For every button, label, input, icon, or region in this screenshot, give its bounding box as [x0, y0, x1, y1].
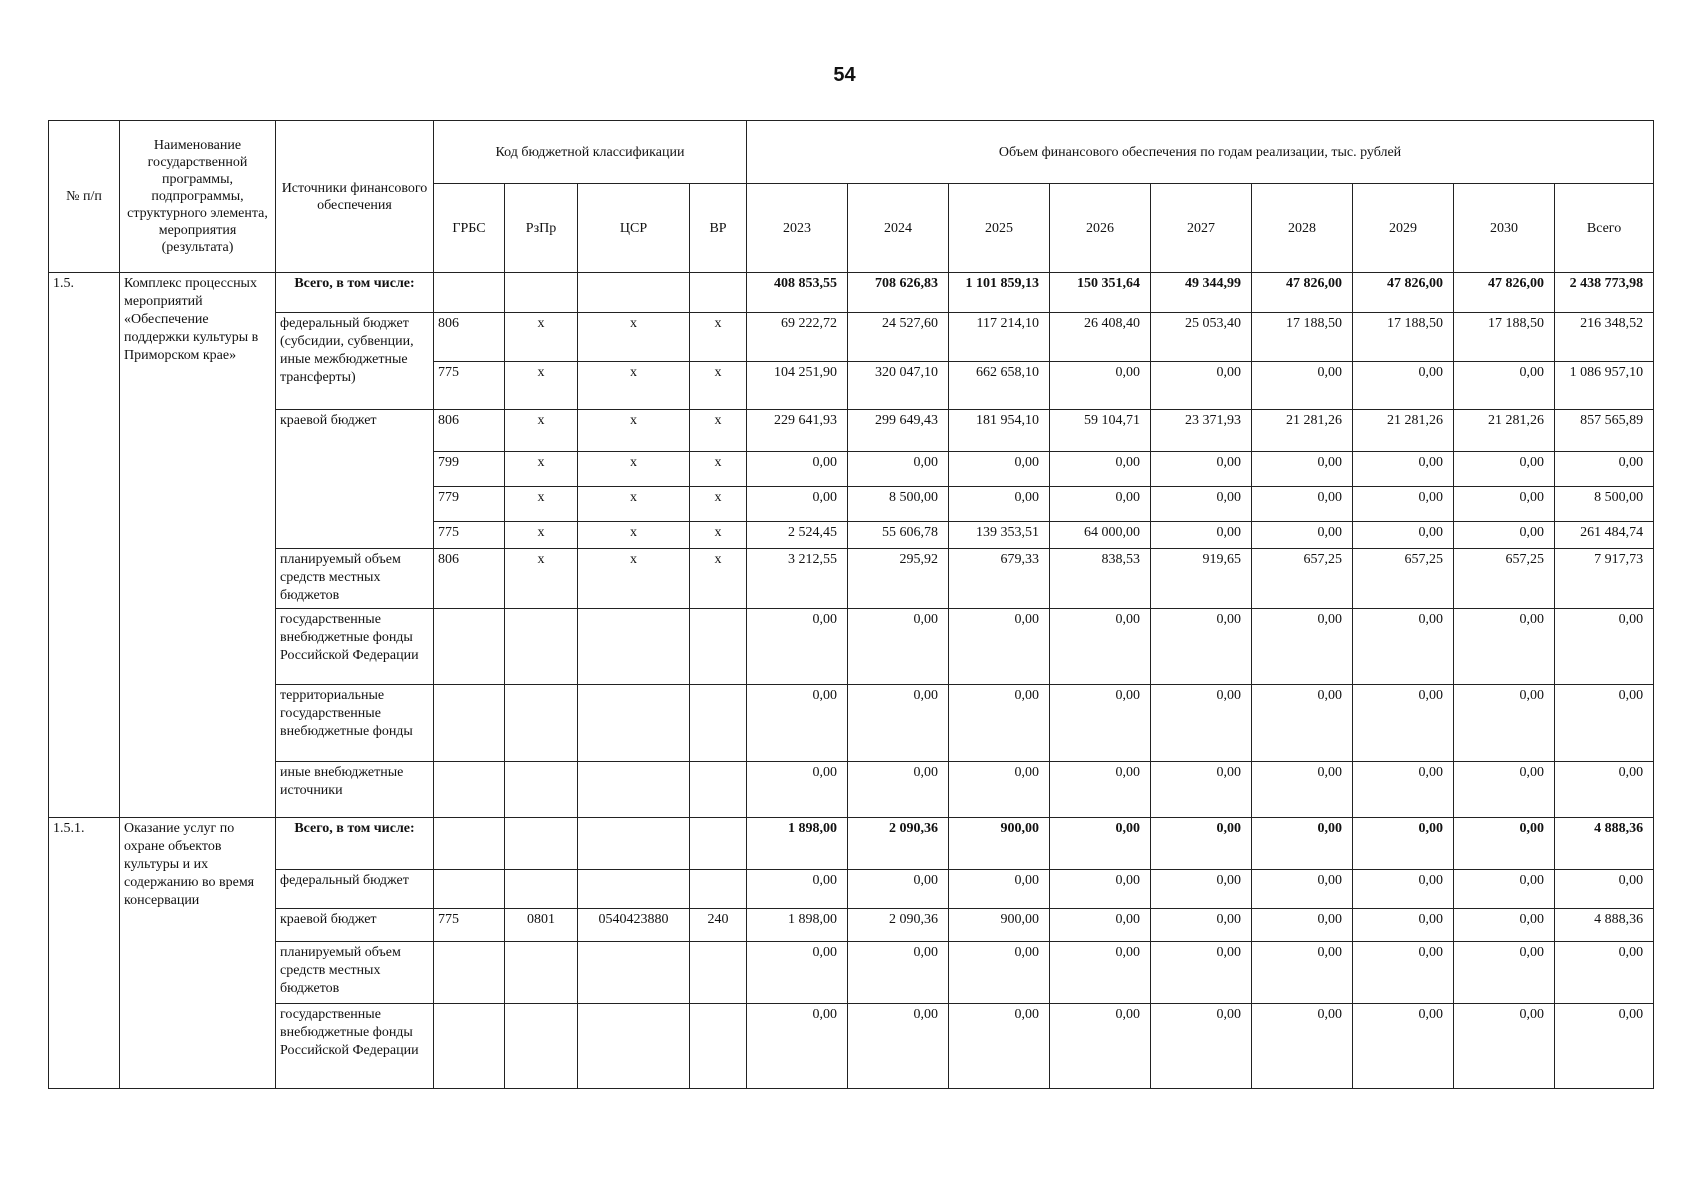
- value-year: 0,00: [1050, 486, 1151, 521]
- value-year: 0,00: [1252, 451, 1353, 486]
- code-vr: [690, 941, 747, 1004]
- value-year: 0,00: [1151, 522, 1252, 549]
- table-row: [49, 608, 1654, 685]
- value-total: 216 348,52: [1555, 313, 1654, 361]
- value-year: 0,00: [1353, 685, 1454, 762]
- value-year: 0,00: [1353, 608, 1454, 685]
- value-year: 0,00: [1454, 685, 1555, 762]
- code-grbs: 806: [434, 313, 505, 361]
- code-csr: [578, 762, 690, 817]
- table-row: [49, 909, 1654, 941]
- code-rzpr: x: [505, 361, 578, 409]
- value-year: 320 047,10: [848, 361, 949, 409]
- value-year: 139 353,51: [949, 522, 1050, 549]
- value-year: 0,00: [1050, 1004, 1151, 1089]
- item-name: Комплекс процессных мероприятий «Обеспечение поддержки культуры в Приморском крае»: [120, 273, 276, 818]
- code-grbs: [434, 870, 505, 909]
- code-csr: 0540423880: [578, 909, 690, 941]
- value-year: 229 641,93: [747, 410, 848, 451]
- value-year: 0,00: [1151, 361, 1252, 409]
- value-year: 900,00: [949, 817, 1050, 869]
- funding-source: планируемый объем средств местных бюджетов: [276, 549, 434, 609]
- value-year: 657,25: [1454, 549, 1555, 609]
- value-year: 0,00: [848, 451, 949, 486]
- value-year: 0,00: [1252, 522, 1353, 549]
- value-year: 295,92: [848, 549, 949, 609]
- header-year: 2025: [949, 184, 1050, 273]
- code-vr: [690, 608, 747, 685]
- funding-source: краевой бюджет: [276, 909, 434, 941]
- code-rzpr: [505, 685, 578, 762]
- value-year: 23 371,93: [1151, 410, 1252, 451]
- code-csr: x: [578, 451, 690, 486]
- value-year: 0,00: [1252, 361, 1353, 409]
- code-vr: [690, 762, 747, 817]
- code-csr: [578, 941, 690, 1004]
- code-vr: x: [690, 451, 747, 486]
- code-grbs: 775: [434, 522, 505, 549]
- code-rzpr: [505, 1004, 578, 1089]
- value-year: 0,00: [949, 870, 1050, 909]
- header-year: 2026: [1050, 184, 1151, 273]
- code-vr: [690, 685, 747, 762]
- code-csr: [578, 817, 690, 869]
- code-csr: x: [578, 549, 690, 609]
- table-row: [49, 762, 1654, 817]
- value-year: 0,00: [1353, 486, 1454, 521]
- value-year: 900,00: [949, 909, 1050, 941]
- code-rzpr: x: [505, 549, 578, 609]
- value-year: 0,00: [1050, 361, 1151, 409]
- header-year: 2028: [1252, 184, 1353, 273]
- funding-source: Всего, в том числе:: [276, 817, 434, 869]
- value-year: 0,00: [1252, 762, 1353, 817]
- table-row: [49, 870, 1654, 909]
- header-year: 2023: [747, 184, 848, 273]
- header-year: 2027: [1151, 184, 1252, 273]
- value-year: 0,00: [1353, 870, 1454, 909]
- value-year: 0,00: [1454, 1004, 1555, 1089]
- value-year: 17 188,50: [1454, 313, 1555, 361]
- value-year: 0,00: [1252, 486, 1353, 521]
- header-year: 2030: [1454, 184, 1555, 273]
- header-total: Всего: [1555, 184, 1654, 273]
- value-year: 0,00: [1353, 451, 1454, 486]
- value-year: 0,00: [1151, 762, 1252, 817]
- header-name: Наименование государственной программы, подпрограммы, структурного элемента, мероприятия (результата): [120, 121, 276, 273]
- value-year: 0,00: [1151, 451, 1252, 486]
- code-rzpr: [505, 608, 578, 685]
- code-grbs: 779: [434, 486, 505, 521]
- value-total: 2 438 773,98: [1555, 273, 1654, 313]
- value-year: 21 281,26: [1454, 410, 1555, 451]
- budget-table: [48, 120, 1654, 1089]
- value-year: 0,00: [848, 608, 949, 685]
- value-year: 0,00: [1050, 762, 1151, 817]
- value-year: 0,00: [1454, 870, 1555, 909]
- value-year: 55 606,78: [848, 522, 949, 549]
- value-total: 261 484,74: [1555, 522, 1654, 549]
- value-total: 7 917,73: [1555, 549, 1654, 609]
- value-year: 408 853,55: [747, 273, 848, 313]
- code-rzpr: [505, 941, 578, 1004]
- value-year: 0,00: [1151, 909, 1252, 941]
- value-year: 3 212,55: [747, 549, 848, 609]
- table-row: [49, 410, 1654, 451]
- value-total: 4 888,36: [1555, 817, 1654, 869]
- value-year: 0,00: [848, 685, 949, 762]
- header-code-csr: ЦСР: [578, 184, 690, 273]
- value-year: 8 500,00: [848, 486, 949, 521]
- value-year: 0,00: [1454, 486, 1555, 521]
- code-rzpr: x: [505, 522, 578, 549]
- value-year: 104 251,90: [747, 361, 848, 409]
- value-year: 0,00: [747, 941, 848, 1004]
- value-year: 0,00: [1252, 608, 1353, 685]
- header-volume-group: Объем финансового обеспечения по годам реализации, тыс. рублей: [747, 121, 1654, 184]
- value-year: 0,00: [1252, 685, 1353, 762]
- value-year: 0,00: [848, 1004, 949, 1089]
- value-year: 0,00: [1151, 817, 1252, 869]
- funding-source: территориальные государственные внебюджетные фонды: [276, 685, 434, 762]
- header-budget-code-group: Код бюджетной классификации: [434, 121, 747, 184]
- value-year: 0,00: [1353, 909, 1454, 941]
- code-grbs: 806: [434, 410, 505, 451]
- code-rzpr: x: [505, 313, 578, 361]
- code-vr: [690, 273, 747, 313]
- value-total: 1 086 957,10: [1555, 361, 1654, 409]
- value-year: 0,00: [1252, 941, 1353, 1004]
- code-grbs: [434, 941, 505, 1004]
- value-year: 919,65: [1151, 549, 1252, 609]
- value-year: 0,00: [949, 608, 1050, 685]
- table-row: [49, 817, 1654, 869]
- code-rzpr: [505, 870, 578, 909]
- table-row: [49, 549, 1654, 609]
- code-vr: x: [690, 313, 747, 361]
- value-year: 657,25: [1252, 549, 1353, 609]
- value-year: 69 222,72: [747, 313, 848, 361]
- code-csr: x: [578, 361, 690, 409]
- value-year: 47 826,00: [1454, 273, 1555, 313]
- value-year: 181 954,10: [949, 410, 1050, 451]
- value-year: 0,00: [1252, 909, 1353, 941]
- value-year: 0,00: [747, 870, 848, 909]
- value-year: 0,00: [1252, 817, 1353, 869]
- value-year: 0,00: [1252, 1004, 1353, 1089]
- value-year: 17 188,50: [1252, 313, 1353, 361]
- table-body: [49, 273, 1654, 1089]
- header-code-vr: ВР: [690, 184, 747, 273]
- code-grbs: [434, 685, 505, 762]
- code-vr: x: [690, 361, 747, 409]
- value-year: 679,33: [949, 549, 1050, 609]
- code-csr: [578, 273, 690, 313]
- value-year: 47 826,00: [1353, 273, 1454, 313]
- code-rzpr: [505, 762, 578, 817]
- funding-source: Всего, в том числе:: [276, 273, 434, 313]
- value-year: 0,00: [1050, 685, 1151, 762]
- value-year: 24 527,60: [848, 313, 949, 361]
- value-year: 0,00: [747, 486, 848, 521]
- funding-source: иные внебюджетные источники: [276, 762, 434, 817]
- funding-source: государственные внебюджетные фонды Российской Федерации: [276, 608, 434, 685]
- header-code-grbs: ГРБС: [434, 184, 505, 273]
- header-year: 2029: [1353, 184, 1454, 273]
- value-year: 26 408,40: [1050, 313, 1151, 361]
- value-year: 1 101 859,13: [949, 273, 1050, 313]
- code-rzpr: x: [505, 451, 578, 486]
- value-year: 0,00: [1353, 762, 1454, 817]
- value-year: 0,00: [949, 941, 1050, 1004]
- header-no: № п/п: [49, 121, 120, 273]
- table-row: [49, 273, 1654, 313]
- code-csr: x: [578, 410, 690, 451]
- code-rzpr: x: [505, 486, 578, 521]
- code-vr: 240: [690, 909, 747, 941]
- code-grbs: [434, 1004, 505, 1089]
- funding-source: федеральный бюджет: [276, 870, 434, 909]
- item-number: 1.5.: [49, 273, 120, 818]
- funding-source: планируемый объем средств местных бюджетов: [276, 941, 434, 1004]
- value-year: 0,00: [1454, 941, 1555, 1004]
- code-grbs: 775: [434, 909, 505, 941]
- value-total: 0,00: [1555, 608, 1654, 685]
- value-year: 25 053,40: [1151, 313, 1252, 361]
- code-rzpr: 0801: [505, 909, 578, 941]
- value-year: 59 104,71: [1050, 410, 1151, 451]
- value-year: 0,00: [1353, 361, 1454, 409]
- value-year: 0,00: [1454, 608, 1555, 685]
- code-vr: x: [690, 486, 747, 521]
- value-year: 0,00: [1252, 870, 1353, 909]
- value-year: 0,00: [1050, 451, 1151, 486]
- value-year: 117 214,10: [949, 313, 1050, 361]
- value-year: 0,00: [1151, 1004, 1252, 1089]
- code-grbs: [434, 608, 505, 685]
- value-year: 1 898,00: [747, 817, 848, 869]
- code-rzpr: [505, 817, 578, 869]
- value-year: 0,00: [1454, 522, 1555, 549]
- code-vr: [690, 870, 747, 909]
- value-year: 0,00: [1454, 361, 1555, 409]
- value-year: 0,00: [1050, 870, 1151, 909]
- code-csr: [578, 685, 690, 762]
- value-total: 0,00: [1555, 762, 1654, 817]
- value-total: 0,00: [1555, 451, 1654, 486]
- value-year: 0,00: [747, 451, 848, 486]
- code-grbs: 775: [434, 361, 505, 409]
- value-year: 0,00: [1353, 817, 1454, 869]
- code-csr: x: [578, 486, 690, 521]
- value-total: 8 500,00: [1555, 486, 1654, 521]
- item-number: 1.5.1.: [49, 817, 120, 1088]
- value-year: 0,00: [949, 451, 1050, 486]
- table-row: [49, 313, 1654, 361]
- value-year: 0,00: [1151, 608, 1252, 685]
- code-rzpr: x: [505, 410, 578, 451]
- value-year: 0,00: [747, 1004, 848, 1089]
- code-vr: x: [690, 522, 747, 549]
- code-csr: [578, 608, 690, 685]
- value-year: 150 351,64: [1050, 273, 1151, 313]
- value-year: 0,00: [1151, 486, 1252, 521]
- code-csr: [578, 870, 690, 909]
- value-year: 0,00: [1050, 941, 1151, 1004]
- value-year: 0,00: [1454, 909, 1555, 941]
- value-year: 2 090,36: [848, 909, 949, 941]
- value-year: 0,00: [747, 762, 848, 817]
- code-vr: x: [690, 410, 747, 451]
- code-vr: x: [690, 549, 747, 609]
- value-total: 4 888,36: [1555, 909, 1654, 941]
- table-header: [49, 121, 1654, 273]
- value-year: 0,00: [1050, 817, 1151, 869]
- code-vr: [690, 817, 747, 869]
- value-year: 0,00: [1353, 522, 1454, 549]
- code-grbs: [434, 762, 505, 817]
- table-row: [49, 941, 1654, 1004]
- value-year: 0,00: [949, 685, 1050, 762]
- value-year: 708 626,83: [848, 273, 949, 313]
- value-year: 0,00: [1050, 909, 1151, 941]
- value-year: 0,00: [848, 941, 949, 1004]
- value-year: 0,00: [747, 685, 848, 762]
- value-year: 0,00: [949, 486, 1050, 521]
- header-source: Источники финансового обеспечения: [276, 121, 434, 273]
- header-code-rzpr: РзПр: [505, 184, 578, 273]
- value-year: 0,00: [1151, 685, 1252, 762]
- value-year: 2 524,45: [747, 522, 848, 549]
- value-total: 0,00: [1555, 685, 1654, 762]
- value-year: 0,00: [848, 762, 949, 817]
- value-year: 299 649,43: [848, 410, 949, 451]
- value-year: 21 281,26: [1353, 410, 1454, 451]
- value-year: 49 344,99: [1151, 273, 1252, 313]
- code-grbs: 806: [434, 549, 505, 609]
- value-year: 0,00: [1454, 762, 1555, 817]
- value-total: 0,00: [1555, 870, 1654, 909]
- code-rzpr: [505, 273, 578, 313]
- funding-source: федеральный бюджет (субсидии, субвенции, иные межбюджетные трансферты): [276, 313, 434, 410]
- code-csr: x: [578, 313, 690, 361]
- code-csr: x: [578, 522, 690, 549]
- page-number: 54: [833, 64, 856, 86]
- code-vr: [690, 1004, 747, 1089]
- header-year: 2024: [848, 184, 949, 273]
- value-total: 0,00: [1555, 1004, 1654, 1089]
- value-year: 0,00: [949, 1004, 1050, 1089]
- funding-source: государственные внебюджетные фонды Российской Федерации: [276, 1004, 434, 1089]
- value-year: 0,00: [1151, 941, 1252, 1004]
- code-grbs: 799: [434, 451, 505, 486]
- value-year: 0,00: [747, 608, 848, 685]
- code-csr: [578, 1004, 690, 1089]
- value-year: 838,53: [1050, 549, 1151, 609]
- item-name: Оказание услуг по охране объектов культуры и их содержанию во время консервации: [120, 817, 276, 1088]
- value-year: 0,00: [1353, 941, 1454, 1004]
- value-year: 17 188,50: [1353, 313, 1454, 361]
- code-grbs: [434, 817, 505, 869]
- value-year: 21 281,26: [1252, 410, 1353, 451]
- value-year: 47 826,00: [1252, 273, 1353, 313]
- value-year: 662 658,10: [949, 361, 1050, 409]
- value-total: 857 565,89: [1555, 410, 1654, 451]
- value-year: 657,25: [1353, 549, 1454, 609]
- value-year: 0,00: [1454, 451, 1555, 486]
- value-year: 0,00: [1050, 608, 1151, 685]
- code-grbs: [434, 273, 505, 313]
- value-year: 0,00: [949, 762, 1050, 817]
- value-year: 0,00: [1454, 817, 1555, 869]
- funding-source: краевой бюджет: [276, 410, 434, 549]
- value-year: 2 090,36: [848, 817, 949, 869]
- value-year: 64 000,00: [1050, 522, 1151, 549]
- value-year: 1 898,00: [747, 909, 848, 941]
- table-row: [49, 1004, 1654, 1089]
- value-total: 0,00: [1555, 941, 1654, 1004]
- value-year: 0,00: [848, 870, 949, 909]
- value-year: 0,00: [1151, 870, 1252, 909]
- table-row: [49, 685, 1654, 762]
- value-year: 0,00: [1353, 1004, 1454, 1089]
